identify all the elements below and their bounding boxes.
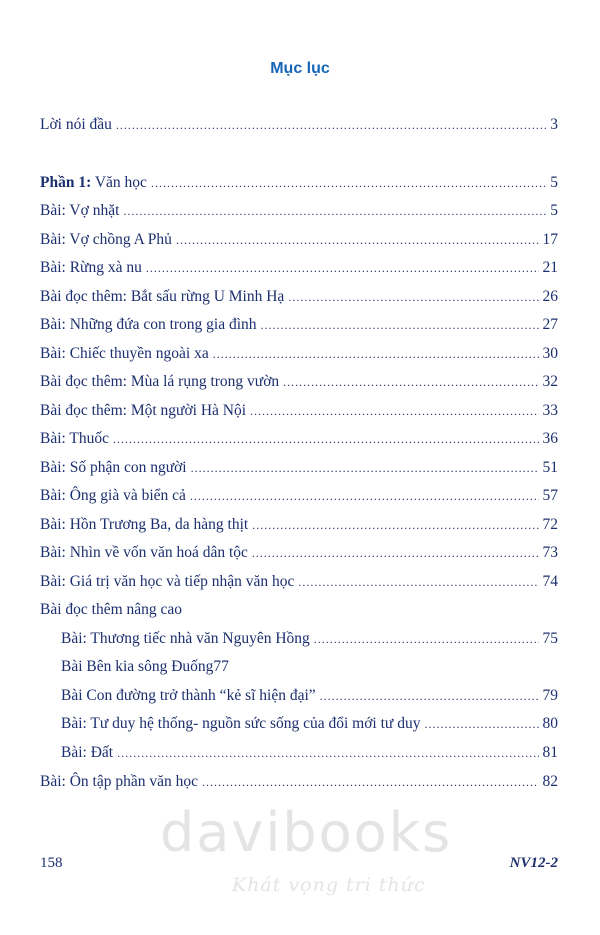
leader-dots — [151, 172, 546, 194]
toc-entry-label: Bài: Thương tiếc nhà văn Nguyên Hồng — [61, 630, 310, 647]
toc-entry[interactable] — [40, 257, 558, 279]
toc-entry-page: 51 — [542, 459, 558, 476]
toc-entry-page: 57 — [542, 487, 558, 504]
toc-entry-label: Bài: Tư duy hệ thống- nguồn sức sống của đổi mới tư duy — [61, 715, 421, 732]
toc-entry-page: 27 — [542, 316, 558, 333]
toc-entry-page: 73 — [542, 544, 558, 561]
toc-entry-label: Bài: Vợ nhặt — [40, 202, 120, 219]
leader-dots — [424, 713, 538, 735]
toc-entry-page: 75 — [542, 630, 558, 647]
leader-dots — [261, 314, 539, 336]
leader-dots — [250, 400, 538, 422]
toc-subentry[interactable] — [61, 685, 558, 707]
toc-entry[interactable] — [40, 428, 558, 450]
toc-entry[interactable] — [40, 286, 558, 308]
toc-entry-page: 26 — [542, 288, 558, 305]
leader-dots — [320, 685, 539, 707]
book-code: NV12-2 — [509, 855, 558, 871]
leader-dots — [190, 485, 539, 507]
toc-entry-label: Bài đọc thêm: Một người Hà Nội — [40, 402, 247, 419]
part-label: Phần 1: — [40, 174, 92, 191]
toc-entry-page: 72 — [542, 516, 558, 533]
toc-entry-page: 36 — [542, 430, 558, 447]
toc-entry-page: 79 — [542, 687, 558, 704]
toc-entry-label: Bài: Giá trị văn học và tiếp nhận văn học — [40, 573, 295, 590]
toc-entry[interactable] — [40, 571, 558, 593]
toc-subentry[interactable] — [61, 742, 558, 764]
toc-entry-label: Bài: Rừng xà nu — [40, 259, 142, 276]
leader-dots — [283, 371, 538, 393]
toc-entry-label: Bài: Hồn Trương Ba, da hàng thịt — [40, 516, 249, 533]
toc-entry[interactable] — [40, 371, 558, 393]
toc-entry-label: Lời nói đầu — [40, 116, 112, 133]
leader-dots — [191, 457, 539, 479]
toc-subentry[interactable] — [61, 713, 558, 735]
toc-entry-label: Bài: Vợ chồng A Phủ — [40, 231, 172, 248]
watermark-brand: davibooks — [160, 801, 453, 864]
leader-dots — [146, 257, 539, 279]
page-title: Mục lục — [270, 60, 330, 77]
toc-entry-page: 21 — [542, 259, 558, 276]
leader-dots — [176, 229, 539, 251]
advanced-section-heading: Bài đọc thêm nâng cao — [40, 601, 183, 618]
toc-entry[interactable] — [40, 542, 558, 564]
leader-dots — [314, 628, 539, 650]
toc-entry[interactable] — [40, 343, 558, 365]
leader-dots — [202, 771, 539, 793]
toc-entry[interactable] — [40, 457, 558, 479]
page-number: 158 — [40, 855, 63, 871]
toc-entry-page: 5 — [550, 202, 558, 219]
toc-entry-label: Bài Bên kia sông Đuống77 — [61, 658, 229, 675]
leader-dots — [288, 286, 538, 308]
toc-entry-label: Bài: Chiếc thuyền ngoài xa — [40, 345, 209, 362]
toc-entry-page: 3 — [550, 116, 558, 133]
toc-entry-page: 80 — [542, 715, 558, 732]
toc-entry-page: 74 — [542, 573, 558, 590]
toc-entry-page: 17 — [542, 231, 558, 248]
toc-entry-page: 30 — [542, 345, 558, 362]
toc-entry-page: 33 — [542, 402, 558, 419]
toc-entry-label: Bài: Ông già và biển cả — [40, 487, 186, 504]
leader-dots — [298, 571, 538, 593]
leader-dots — [117, 742, 538, 764]
toc-entry-label: Bài: Những đứa con trong gia đình — [40, 316, 257, 333]
toc-entry-review[interactable] — [40, 771, 558, 793]
toc-entry-label: Bài: Ôn tập phần văn học — [40, 773, 198, 790]
toc-entry-label: Bài: Nhìn về vốn văn hoá dân tộc — [40, 544, 248, 561]
toc-entry-label: Văn học — [91, 174, 147, 191]
leader-dots — [113, 428, 538, 450]
toc-entry[interactable] — [40, 229, 558, 251]
toc-subentry[interactable] — [61, 656, 558, 678]
toc-entry[interactable] — [40, 400, 558, 422]
toc-entry-page: 82 — [542, 773, 558, 790]
toc-entry-intro[interactable] — [40, 114, 558, 136]
toc-entry-label: Bài: Thuốc — [40, 430, 110, 447]
toc-entry[interactable] — [40, 485, 558, 507]
toc-entry-label: Bài đọc thêm: Mùa lá rụng trong vườn — [40, 373, 280, 390]
toc-entry[interactable] — [40, 514, 558, 536]
toc-entry-label: Bài đọc thêm: Bắt sấu rừng U Minh Hạ — [40, 288, 285, 305]
toc-entry-page: 81 — [542, 744, 558, 761]
toc-entry-label: Bài: Đất — [61, 744, 114, 761]
leader-dots — [252, 542, 539, 564]
toc-entry[interactable] — [40, 200, 558, 222]
toc-subentry[interactable] — [61, 628, 558, 650]
toc-entry-page: 32 — [542, 373, 558, 390]
toc-entry[interactable] — [40, 314, 558, 336]
toc-entry-part1[interactable] — [40, 172, 558, 194]
leader-dots — [213, 343, 539, 365]
toc-entry-label: Bài Con đường trở thành “kẻ sĩ hiện đại” — [61, 687, 316, 704]
toc-entry-label: Bài: Số phận con người — [40, 459, 187, 476]
leader-dots — [116, 114, 546, 136]
leader-dots — [123, 200, 546, 222]
leader-dots — [252, 514, 538, 536]
toc-entry-page: 5 — [550, 174, 558, 191]
watermark-slogan: Khát vọng tri thức — [232, 874, 426, 896]
